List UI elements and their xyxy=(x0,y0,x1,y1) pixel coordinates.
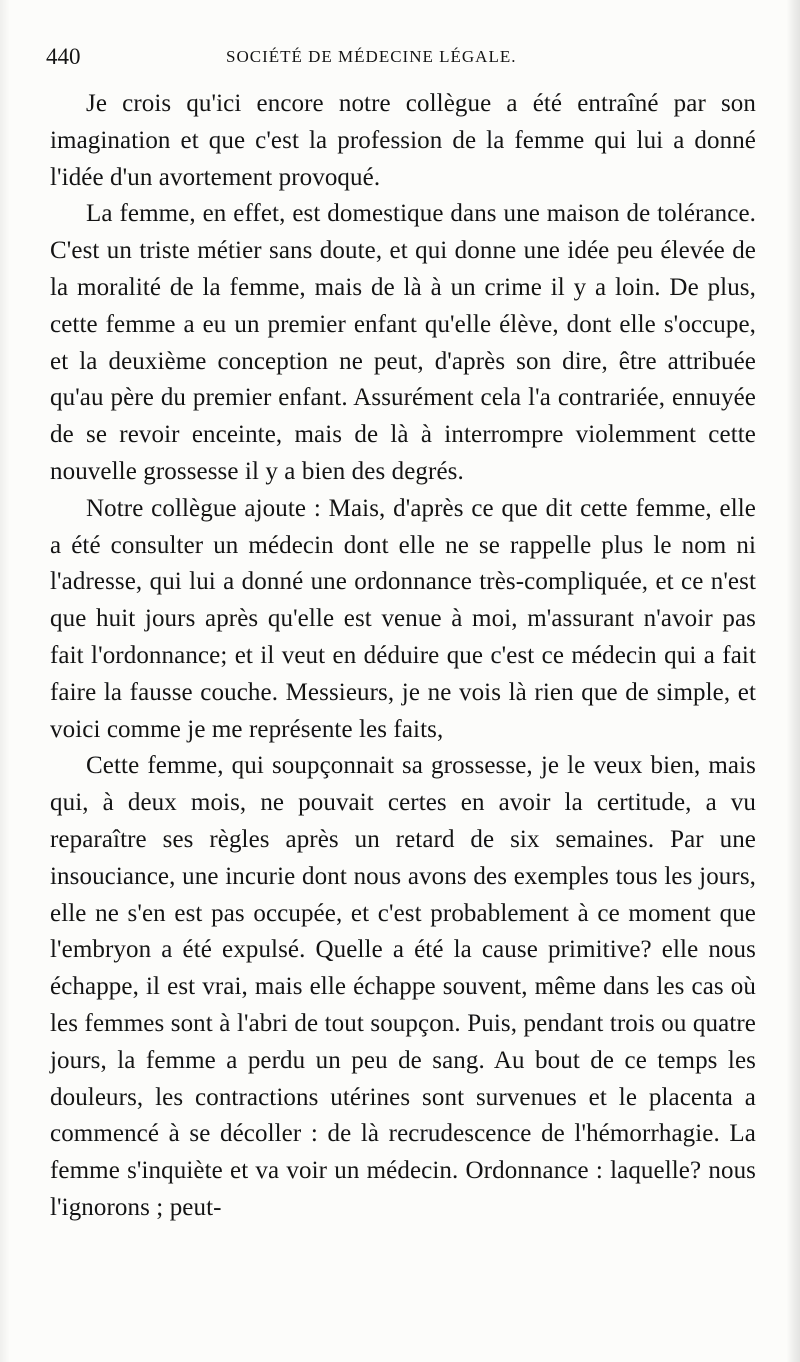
body-text xyxy=(50,86,756,1227)
running-title: SOCIÉTÉ DE MÉDECINE LÉGALE. xyxy=(226,47,517,66)
page-number: 440 xyxy=(46,44,81,69)
running-header xyxy=(46,44,760,78)
paragraph: Notre collègue ajoute : Mais, d'après ce que dit cette femme, elle a été consulter un médecin dont elle ne se rappelle plus le nom ni l'adresse, qui lui a donné une ordonnance très-compliquée, et ce n'est que huit jours après qu'elle est venue à moi, m'assurant n'avoir pas fait l'ordonnance; et il veut en déduire que c'est ce médecin qui a fait faire la fausse couche. Messieurs, je ne vois là rien que de simple, et voici comme je me représente les faits, xyxy=(50,494,756,743)
paragraph: La femme, en effet, est domestique dans une maison de tolérance. C'est un triste métier sans doute, et qui donne une idée peu élevée de la moralité de la femme, mais de là à un crime il y a loin. De plus, cette femme a eu un premier enfant qu'elle élève, dont elle s'occupe, et la deuxième conception ne peut, d'après son dire, être attribuée qu'au père du premier enfant. Assurément cela l'a contrariée, ennuyée de se revoir enceinte, mais de là à interrompre violemment cette nouvelle grossesse il y a bien des degrés. xyxy=(50,200,756,485)
page-edge-shadow xyxy=(786,0,800,1362)
paragraph: Cette femme, qui soupçonnait sa grossesse, je le veux bien, mais qui, à deux mois, ne pouvait certes en avoir la certitude, a vu reparaître ses règles après un retard de six semaines. Par une insouciance, une incurie dont nous avons des exemples tous les jours, elle ne s'en est pas occupée, et c'est probablement à ce moment que l'embryon a été expulsé. Quelle a été la cause primitive? elle nous échappe, il est vrai, mais elle échappe souvent, même dans les cas où les femmes sont à l'abri de tout soupçon. Puis, pendant trois ou quatre jours, la femme a perdu un peu de sang. Au bout de ce temps les douleurs, les contractions utérines sont survenues et le placenta a commencé à se décoller : de là recrudescence de l'hémorrhagie. La femme s'inquiète et va voir un médecin. Ordonnance : laquelle? nous l'ignorons ; peut- xyxy=(50,752,756,1221)
paragraph: Je crois qu'ici encore notre collègue a été entraîné par son imagination et que c'est la profession de la femme qui lui a donné l'idée d'un avortement provoqué. xyxy=(50,90,756,191)
page-gutter-shadow xyxy=(0,0,10,1362)
